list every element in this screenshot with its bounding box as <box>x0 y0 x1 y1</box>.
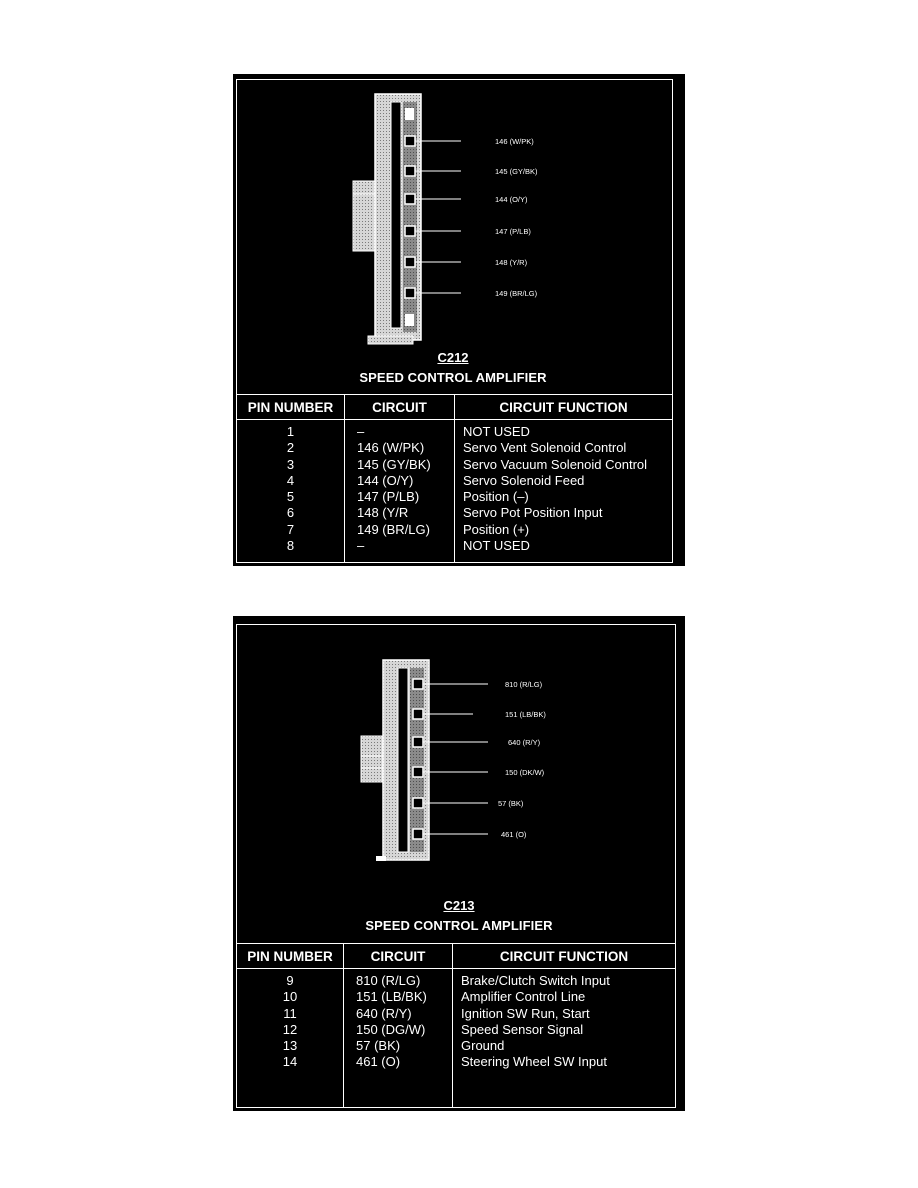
header-circuit: CIRCUIT <box>345 395 455 420</box>
circuit-column <box>344 969 453 1109</box>
circuit: 145 (GY/BK) <box>357 456 431 472</box>
connector-panel-c213 <box>233 616 685 1111</box>
circuit: 150 (DG/W) <box>356 1021 426 1037</box>
circuit: 640 (R/Y) <box>356 1005 412 1021</box>
function-column <box>453 969 676 1109</box>
pin-label: 149 (BR/LG) <box>495 289 538 298</box>
circuit-function: Steering Wheel SW Input <box>461 1054 607 1070</box>
pin-table-c213 <box>236 943 676 1108</box>
pin-number: 14 <box>282 1054 298 1070</box>
circuit-function: Servo Solenoid Feed <box>463 472 585 488</box>
pin-number: 11 <box>283 1005 297 1021</box>
pin-label: 640 (R/Y) <box>508 738 541 747</box>
circuit-function: Servo Vent Solenoid Control <box>463 440 627 456</box>
connector-diagram-c213 <box>233 616 685 916</box>
pin-table-c212 <box>236 394 673 563</box>
circuit: 147 (P/LB) <box>357 489 420 505</box>
circuit-function: NOT USED <box>463 424 530 439</box>
lead-lines <box>415 141 461 293</box>
pin-label: 148 (Y/R) <box>495 258 528 267</box>
header-circuit-function: CIRCUIT FUNCTION <box>455 395 673 420</box>
pin-label: 57 (BK) <box>498 799 524 808</box>
lead-lines <box>423 684 488 834</box>
pin-number: 7 <box>286 521 295 537</box>
pin-number: 3 <box>286 456 295 472</box>
header-pin-number: PIN NUMBER <box>237 944 344 969</box>
circuit-function: Amplifier Control Line <box>461 989 586 1005</box>
circuit-function: Servo Vacuum Solenoid Control <box>463 456 648 472</box>
pin-column <box>237 969 344 1109</box>
pin-label: 147 (P/LB) <box>495 227 531 236</box>
pin-number: 8 <box>286 538 295 554</box>
circuit-column <box>345 420 455 564</box>
circuit-function: Brake/Clutch Switch Input <box>461 973 610 988</box>
pin-number: 9 <box>286 973 294 988</box>
circuit-function: Position (–) <box>463 489 529 505</box>
connector-id: C213 <box>443 898 475 913</box>
pin-number: 1 <box>286 424 295 439</box>
function-column <box>455 420 673 564</box>
pin-number: 12 <box>282 1021 298 1037</box>
header-circuit-function: CIRCUIT FUNCTION <box>453 944 676 969</box>
pin-column <box>237 420 345 564</box>
circuit-function: NOT USED <box>463 538 530 554</box>
circuit: 148 (Y/R <box>357 505 409 521</box>
table-body <box>237 420 673 564</box>
circuit-function: Speed Sensor Signal <box>461 1021 584 1037</box>
circuit: 144 (O/Y) <box>357 472 414 488</box>
circuit: 57 (BK) <box>356 1038 401 1054</box>
pin-label: 144 (O/Y) <box>495 195 528 204</box>
connector-title: SPEED CONTROL AMPLIFIER <box>359 370 547 385</box>
pin-label: 150 (DK/W) <box>505 768 545 777</box>
pin-number: 2 <box>286 440 295 456</box>
table-body <box>237 969 676 1109</box>
circuit-function: Servo Pot Position Input <box>463 505 603 521</box>
pin-label: 146 (W/PK) <box>495 137 534 146</box>
circuit: 461 (O) <box>356 1054 401 1070</box>
pin-number: 10 <box>282 989 298 1005</box>
pin-number: 5 <box>286 489 295 505</box>
pin-number: 6 <box>286 505 295 521</box>
pin-label: 145 (GY/BK) <box>495 167 538 176</box>
pin-label: 151 (LB/BK) <box>505 710 546 719</box>
pin-number: 13 <box>282 1038 298 1054</box>
connector-diagram-c212 <box>233 74 685 364</box>
circuit: 810 (R/LG) <box>356 973 421 988</box>
connector-id: C212 <box>437 350 469 365</box>
circuit-function: Position (+) <box>463 521 530 537</box>
pin-label: 810 (R/LG) <box>505 680 543 689</box>
pin-label: 461 (O) <box>501 830 527 839</box>
circuit-function: Ignition SW Run, Start <box>461 1005 590 1021</box>
circuit-function: Ground <box>461 1038 505 1054</box>
circuit: – <box>357 538 365 554</box>
circuit: 146 (W/PK) <box>357 440 425 456</box>
pin-number: 4 <box>286 472 295 488</box>
connector-panel-c212 <box>233 74 685 566</box>
circuit: – <box>357 424 365 439</box>
connector-title: SPEED CONTROL AMPLIFIER <box>365 918 553 933</box>
header-circuit: CIRCUIT <box>344 944 453 969</box>
circuit: 151 (LB/BK) <box>356 989 427 1005</box>
circuit: 149 (BR/LG) <box>357 521 430 537</box>
header-pin-number: PIN NUMBER <box>237 395 345 420</box>
